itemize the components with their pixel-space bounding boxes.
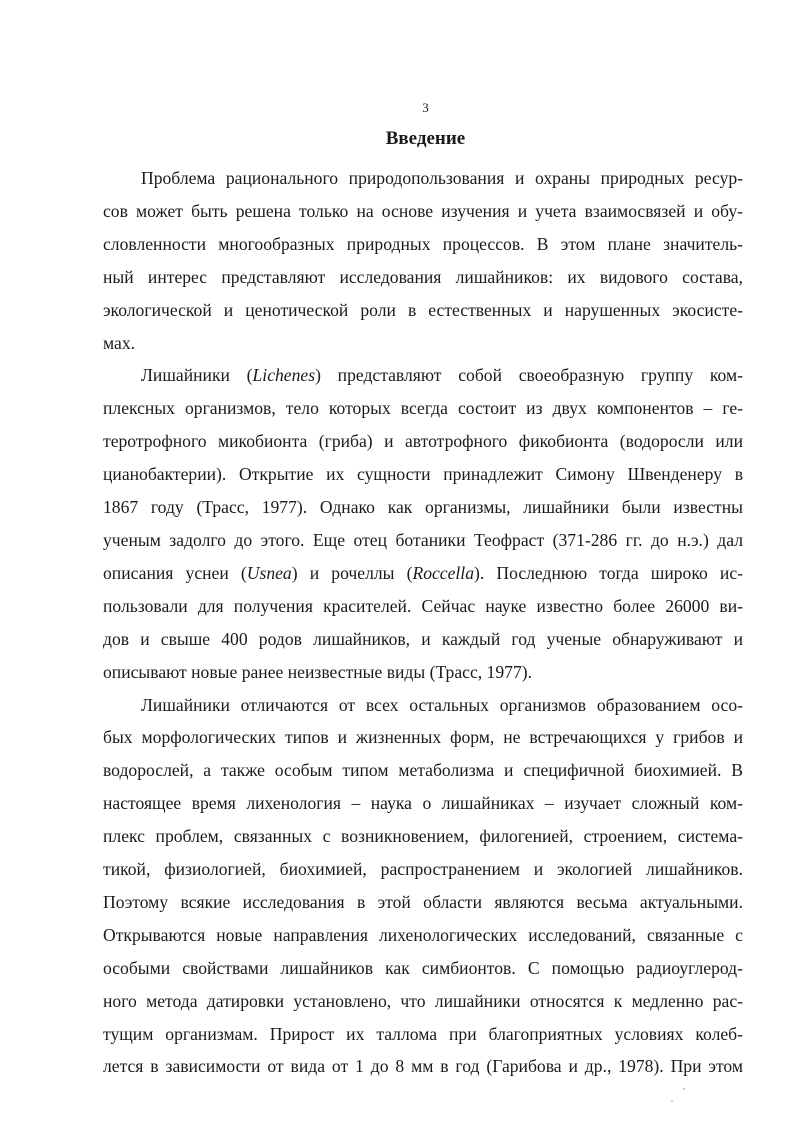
scan-speck (683, 1088, 685, 1090)
text-line: Лишайники отличаются от всех остальных организмов образованием осо- (141, 694, 743, 715)
text-line: ный интерес представляют исследования лишайников: их видового состава, (103, 266, 743, 287)
text-line: водорослей, а также особым типом метаболизма и специфичной биохимией. В (103, 760, 743, 781)
scan-speck (671, 1100, 673, 1102)
text-line: мах. (103, 332, 136, 353)
text-line: плексных организмов, тело которых всегда состоит из двух компонентов – ге- (103, 398, 743, 419)
text-line: тикой, физиологией, биохимией, распространением и экологией лишайников. (103, 859, 743, 880)
text-line: экологической и ценотической роли в естественных и нарушенных экосисте- (103, 299, 743, 320)
text-line: 1867 году (Трасс, 1977). Однако как организмы, лишайники были известны (103, 497, 743, 518)
text-line: Лишайники (Lichenes) представляют собой своеобразную группу ком- (141, 365, 743, 386)
text-line: Открываются новые направления лихенологических исследований, связанные с (103, 924, 743, 945)
text-line: сов может быть решена только на основе изучения и учета взаимосвязей и обу- (103, 200, 743, 221)
text-line: ного метода датировки установлено, что лишайники относятся к медленно рас- (103, 990, 743, 1011)
text-line: особыми свойствами лишайников как симбионтов. С помощью радиоуглерод- (103, 957, 743, 978)
text-line: ученым задолго до этого. Еще отец ботаники Теофраст (371-286 гг. до н.э.) дал (103, 529, 743, 550)
text-line: цианобактерии). Открытие их сущности принадлежит Симону Швенденеру в (103, 464, 743, 485)
text-line: словленности многообразных природных процессов. В этом плане значитель- (103, 233, 743, 254)
text-line: дов и свыше 400 родов лишайников, и каждый год ученые обнаруживают и (103, 628, 743, 649)
text-line: пользовали для получения красителей. Сейчас науке известно более 26000 ви- (103, 595, 743, 616)
text-line: теротрофного микобионта (гриба) и автотрофного фикобионта (водоросли или (103, 431, 743, 452)
paragraph-lichens (103, 359, 743, 688)
text-line: плекс проблем, связанных с возникновением, филогенией, строением, система- (103, 826, 743, 847)
text-line: Проблема рационального природопользования и охраны природных ресур- (141, 168, 743, 188)
text-line: настоящее время лихенология – наука о лишайниках – изучает сложный ком- (103, 793, 743, 814)
body-text (103, 162, 743, 1083)
paragraph-problem (103, 162, 743, 359)
text-line: тущим организмам. Прирост их таллома при благоприятных условиях колеб- (103, 1023, 743, 1044)
section-title: Введение (385, 128, 466, 149)
text-line: бых морфологических типов и жизненных форм, не встречающихся у грибов и (103, 727, 743, 748)
page-number: 3 (422, 100, 429, 115)
text-line: Поэтому всякие исследования в этой области являются весьма актуальными. (103, 891, 743, 912)
text-line: описывают новые ранее неизвестные виды (Трасс, 1977). (103, 661, 533, 682)
text-line: описания уснеи (Usnea) и рочеллы (Roccella). Последнюю тогда широко ис- (103, 562, 743, 583)
paragraph-lichenology (103, 689, 743, 1084)
text-line: лется в зависимости от вида от 1 до 8 мм в год (Гарибова и др., 1978). При этом (103, 1056, 743, 1077)
